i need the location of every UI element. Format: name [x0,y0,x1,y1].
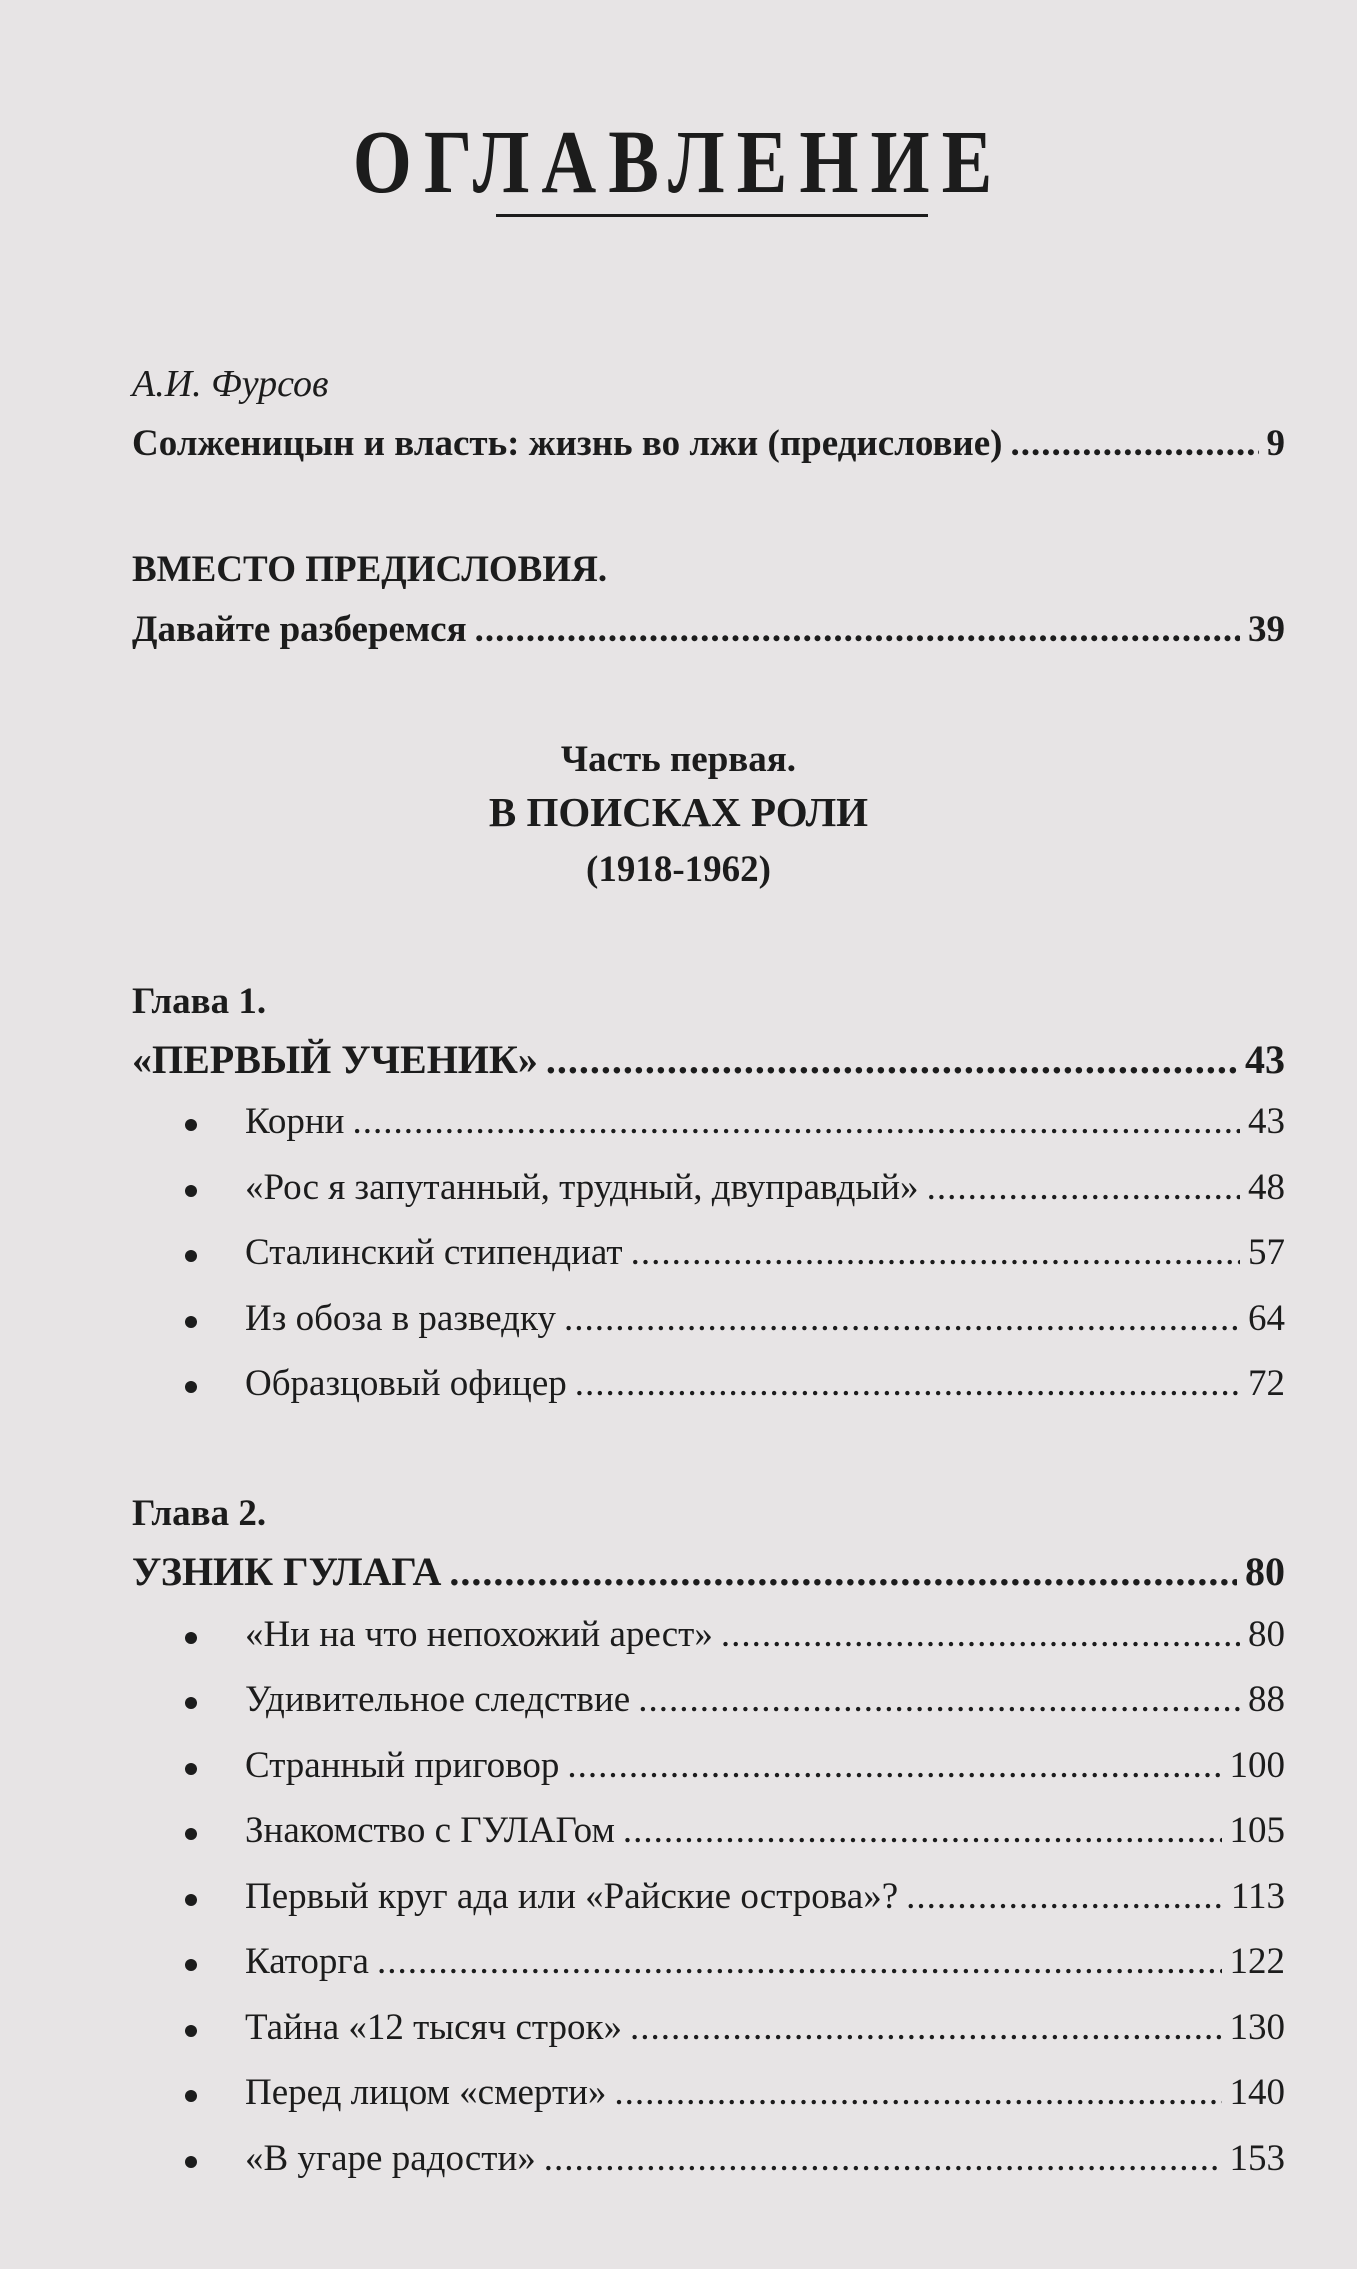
toc-entry-section[interactable] [245,1362,1285,1412]
bullet [185,1381,197,1393]
entry-title: Перед лицом «смерти» [245,2072,607,2113]
bullet [185,1185,197,1197]
entry-page: 130 [1229,2007,1285,2048]
bullet [185,1250,197,1262]
dot-leader [906,1875,1223,1918]
dot-leader [567,1744,1221,1787]
entry-title: «Рос я запутанный, трудный, двуправдый» [245,1167,919,1208]
toc-entry-section[interactable] [245,1940,1285,1990]
dot-leader [1011,422,1259,465]
entry-page: 43 [1245,1037,1285,1082]
entry-page: 57 [1248,1232,1285,1273]
dot-leader [927,1166,1240,1209]
entry-title: УЗНИК ГУЛАГА [132,1549,442,1594]
bullet [185,1894,197,1906]
entry-page: 64 [1248,1298,1285,1339]
dot-leader [721,1613,1240,1656]
entry-title: Корни [245,1101,345,1142]
entry-page: 122 [1229,1941,1285,1982]
entry-page: 100 [1229,1745,1285,1786]
entry-page: 9 [1266,423,1285,464]
dot-leader [575,1362,1240,1405]
toc-entry-instead[interactable] [132,608,1285,658]
entry-page: 140 [1229,2072,1285,2113]
entry-page: 113 [1230,1876,1285,1917]
dot-leader [475,608,1240,651]
dot-leader [546,1036,1237,1083]
toc-entry-chapter[interactable] [132,1036,1285,1086]
entry-title: Странный приговор [245,1745,560,1786]
toc-entry-section[interactable] [245,1678,1285,1728]
bullet [185,2156,197,2168]
entry-page: 80 [1245,1549,1285,1594]
toc-entry-section[interactable] [245,1809,1285,1859]
page-title: ОГЛАВЛЕНИЕ [352,113,1005,213]
bullet [185,1828,197,1840]
bullet [185,1632,197,1644]
entry-title: Первый круг ада или «Райские острова»? [245,1876,899,1917]
dot-leader [638,1678,1240,1721]
part-years: (1918-1962) [586,849,771,890]
toc-entry-chapter[interactable] [132,1548,1285,1598]
entry-page: 39 [1248,609,1285,650]
toc-entry-section[interactable] [245,1166,1285,1216]
entry-title: «Ни на что непохожий арест» [245,1614,713,1655]
bullet [185,1119,197,1131]
entry-title: Давайте разберемся [132,609,467,650]
entry-title: Образцовый офицер [245,1363,567,1404]
entry-title: «В угаре радости» [245,2138,536,2179]
toc-entry-section[interactable] [245,2137,1285,2187]
entry-page: 72 [1248,1363,1285,1404]
entry-page: 153 [1229,2138,1285,2179]
dot-leader [377,1940,1222,1983]
entry-title: Сталинский стипендиат [245,1232,623,1273]
dot-leader [623,1809,1222,1852]
toc-entry-section[interactable] [245,1297,1285,1347]
entry-page: 105 [1229,1810,1285,1851]
dot-leader [564,1297,1240,1340]
section-heading: ВМЕСТО ПРЕДИСЛОВИЯ. [132,549,608,590]
entry-page: 88 [1248,1679,1285,1720]
toc-entry-section[interactable] [245,1100,1285,1150]
preface-author: А.И. Фурсов [132,363,329,405]
title-underline [496,214,928,217]
toc-entry-preface[interactable] [132,422,1285,472]
entry-title: «ПЕРВЫЙ УЧЕНИК» [132,1037,538,1082]
entry-title: Тайна «12 тысяч строк» [245,2007,622,2048]
entry-title: Знакомство с ГУЛАГом [245,1810,615,1851]
chapter-label: Глава 2. [132,1493,267,1534]
toc-entry-section[interactable] [245,1875,1285,1925]
bullet [185,1316,197,1328]
entry-page: 48 [1248,1167,1285,1208]
dot-leader [544,2137,1222,2180]
entry-title: Удивительное следствие [245,1679,631,1720]
bullet [185,2090,197,2102]
toc-entry-section[interactable] [245,2006,1285,2056]
toc-entry-section[interactable] [245,1231,1285,1281]
entry-title: Солженицын и власть: жизнь во лжи (предисловие) [132,423,1003,464]
entry-page: 43 [1248,1101,1285,1142]
part-label: Часть первая. [560,739,797,780]
dot-leader [630,2006,1222,2049]
bullet [185,1763,197,1775]
bullet [185,2025,197,2037]
chapter-label: Глава 1. [132,981,267,1022]
entry-title: Из обоза в разведку [245,1298,556,1339]
entry-title: Каторга [245,1941,369,1982]
toc-entry-section[interactable] [245,2071,1285,2121]
dot-leader [352,1100,1240,1143]
toc-entry-section[interactable] [245,1744,1285,1794]
dot-leader [631,1231,1240,1274]
bullet [185,1697,197,1709]
dot-leader [614,2071,1221,2114]
dot-leader [449,1548,1237,1595]
part-title: В ПОИСКАХ РОЛИ [488,789,869,835]
bullet [185,1959,197,1971]
entry-page: 80 [1248,1614,1285,1655]
toc-entry-section[interactable] [245,1613,1285,1663]
